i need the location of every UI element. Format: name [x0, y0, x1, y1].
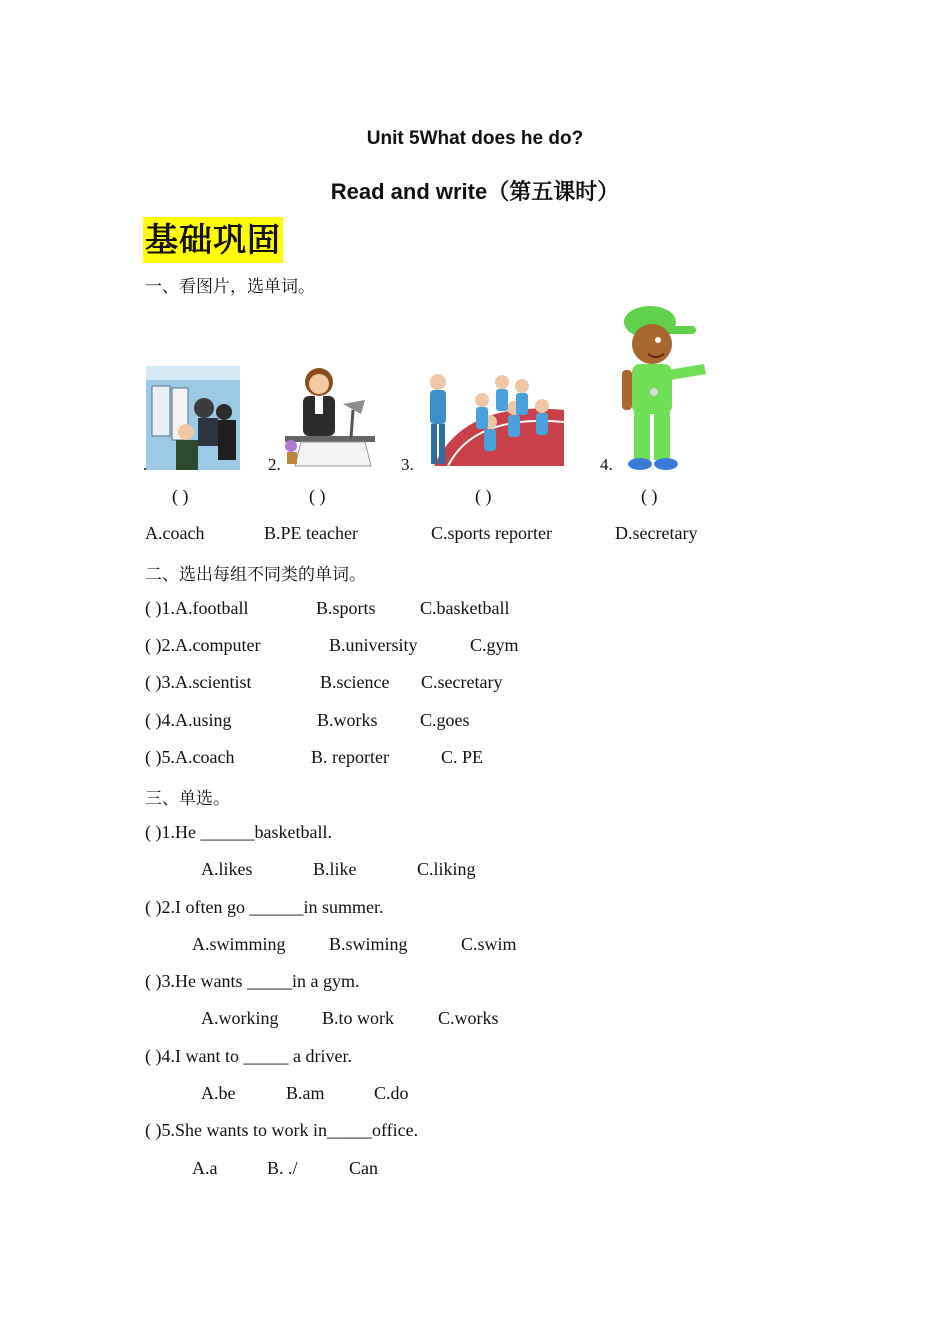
section-banner: 基础巩固: [143, 217, 283, 263]
picture-4-number: 4.: [600, 455, 613, 474]
part3-option-b: B. ./: [267, 1158, 298, 1178]
part3-option-c: C.works: [438, 1008, 499, 1028]
answer-blank-3[interactable]: ( ): [475, 486, 492, 506]
part3-heading: 三、单选。: [145, 789, 230, 809]
part3-option-a: A.swimming: [192, 934, 286, 954]
part2-question: ( )3.A.scientist: [145, 672, 252, 692]
part3-option-c: C.swim: [461, 934, 517, 954]
picture-1-number: .: [143, 455, 148, 474]
part3-option-b: B.like: [313, 859, 357, 879]
picture-3-number: 3.: [401, 455, 414, 474]
part2-option-b: B. reporter: [311, 747, 389, 767]
option-c: C.sports reporter: [431, 523, 552, 543]
part3-option-a: A.a: [192, 1158, 218, 1178]
part2-option-c: C.goes: [420, 710, 470, 730]
part3-option-a: A.be: [201, 1083, 236, 1103]
answer-blank-2[interactable]: ( ): [309, 486, 326, 506]
part3-question: ( )4.I want to _____ a driver.: [145, 1046, 352, 1066]
part3-option-b: B.to work: [322, 1008, 394, 1028]
part3-option-b: B.swiming: [329, 934, 408, 954]
part2-option-b: B.sports: [316, 598, 376, 618]
part2-question: ( )2.A.computer: [145, 635, 261, 655]
part3-question: ( )3.He wants _____in a gym.: [145, 971, 360, 991]
part2-question: ( )4.A.using: [145, 710, 232, 730]
answer-blank-4[interactable]: ( ): [641, 486, 658, 506]
part3-option-c: Can: [349, 1158, 378, 1178]
part3-option-a: A.likes: [201, 859, 253, 879]
part3-option-c: C.do: [374, 1083, 409, 1103]
part3-question: ( )1.He ______basketball.: [145, 822, 332, 842]
part2-option-c: C.secretary: [421, 672, 503, 692]
secretary-picture: [281, 360, 377, 470]
coach-picture: [612, 300, 708, 472]
part2-heading: 二、选出每组不同类的单词。: [145, 565, 366, 585]
option-a: A.coach: [145, 523, 205, 543]
part2-option-b: B.university: [329, 635, 418, 655]
part3-option-c: C.liking: [417, 859, 476, 879]
option-d: D.secretary: [615, 523, 698, 543]
part3-question: ( )5.She wants to work in_____office.: [145, 1120, 419, 1140]
part3-option-a: A.working: [201, 1008, 279, 1028]
worksheet-subtitle: Read and write（第五课时）: [330, 179, 620, 204]
worksheet-title: Unit 5What does he do?: [366, 128, 584, 149]
picture-2-number: 2.: [268, 455, 281, 474]
part3-option-b: B.am: [286, 1083, 325, 1103]
option-b: B.PE teacher: [264, 523, 358, 543]
part2-option-b: B.science: [320, 672, 390, 692]
pe-teacher-picture: [424, 370, 564, 470]
part2-question: ( )1.A.football: [145, 598, 249, 618]
part2-option-c: C.gym: [470, 635, 519, 655]
answer-blank-1[interactable]: ( ): [172, 486, 189, 506]
part2-option-c: C.basketball: [420, 598, 510, 618]
part2-option-c: C. PE: [441, 747, 484, 767]
part1-heading: 一、看图片，选单词。: [145, 277, 315, 297]
part2-question: ( )5.A.coach: [145, 747, 235, 767]
part3-question: ( )2.I often go ______in summer.: [145, 897, 384, 917]
reporter-picture: [146, 366, 240, 470]
part2-option-b: B.works: [317, 710, 378, 730]
